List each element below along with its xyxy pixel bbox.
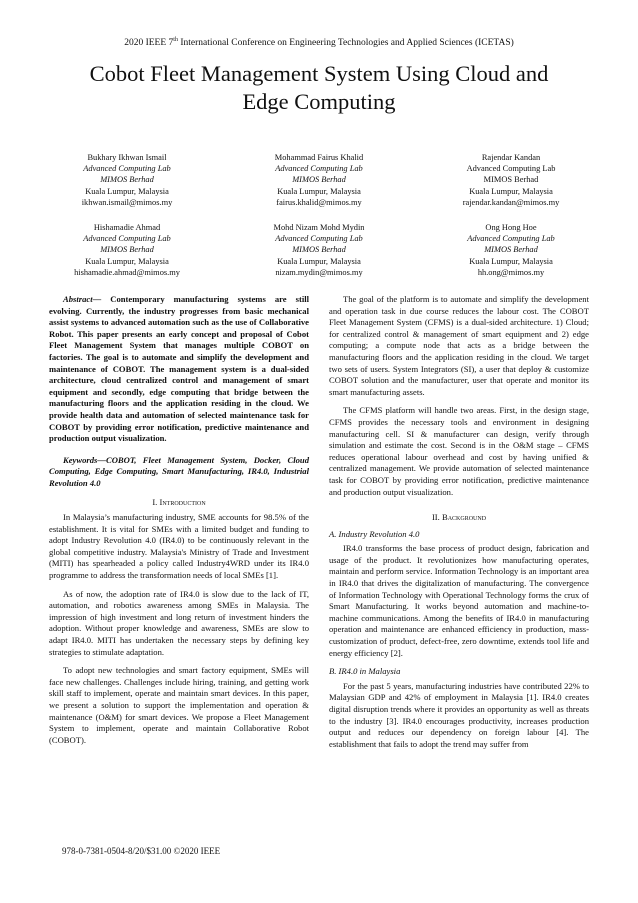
author-email: fairus.khalid@mimos.my — [276, 197, 362, 207]
subsection-heading: B. IR4.0 in Malaysia — [329, 666, 401, 677]
author-location: Kuala Lumpur, Malaysia — [469, 256, 553, 266]
conference-ordinal: th — [173, 37, 178, 43]
author-org: MIMOS Berhad — [292, 245, 346, 255]
author-org: MIMOS Berhad — [100, 175, 154, 185]
paragraph: As of now, the adoption rate of IR4.0 is slow due to the lack of IT, automation, and robotics awareness among SMEs in Malaysia. The impression of high investment and long return of investment hinders the adoption. Without proper knowledge and awareness, SMEs are slow to adapt IR4.0. MITI has undertaken the necessary steps by defining key strategies to stimulate adaptation. — [49, 588, 309, 657]
section-number: II. — [431, 512, 440, 523]
left-column — [49, 294, 309, 753]
author-location: Kuala Lumpur, Malaysia — [277, 186, 361, 196]
author-dept: Advanced Computing Lab — [275, 234, 363, 244]
author-email: ikhwan.ismail@mimos.my — [81, 197, 173, 207]
author-name: Ong Hong Hoe — [485, 223, 537, 232]
author-name: Mohd Nizam Mohd Mydin — [273, 223, 365, 232]
conference-name-rest: International Conference on Engineering Technologies and Applied Sciences (ICETAS) — [177, 38, 514, 49]
author-email: nizam.mydin@mimos.my — [275, 267, 363, 277]
paper-title — [30, 60, 608, 116]
abstract-label: Abstract— — [63, 294, 102, 304]
author-email: hh.ong@mimos.my — [477, 267, 545, 277]
author-name: Rajendar Kandan — [481, 153, 541, 162]
author-dept: Advanced Computing Lab — [275, 164, 363, 174]
paragraph: IR4.0 transforms the base process of product design, fabrication and usage of the product. It revolutionizes how manufacturing operates, maintain and perform service. Information Technology is an important area in IR4.0 that drives the digitalization of manufacturing. The convergence of Information Technology with Operational Technology forms the crux of Smart Manufacturing. It works beyond automation and machine-to-machine communications. Among the benefits of IR4.0 in manufacturing operation and maintenance are enhanced efficiency in production, mass-customization of product, defect-free, zero downtime, extends tool life and energy efficiency [2]. — [329, 543, 589, 658]
subsection-heading: A. Industry Revolution 4.0 — [329, 528, 420, 539]
conference-header — [0, 37, 638, 48]
title-line-1: Cobot Fleet Management System Using Cloud and — [89, 61, 549, 86]
keywords-text: COBOT, Fleet Management System, Docker, Cloud Computing, Edge Computing, Smart Manufacturing, IR4.0, Industrial Revolution 4.0 — [49, 454, 309, 488]
copyright-footer: 978-0-7381-0504-8/20/$31.00 ©2020 IEEE — [62, 846, 221, 856]
abstract — [49, 294, 309, 445]
keywords — [49, 455, 309, 490]
keywords-label: Keywords— — [63, 454, 106, 465]
author-org: MIMOS Berhad — [100, 245, 154, 255]
author-dept: Advanced Computing Lab — [83, 164, 171, 174]
paragraph: To adopt new technologies and smart factory equipment, SMEs will face new challenges. Challenges include hiring, training, and getting work skill staff to implement, operate and maintain smart devices. In this paper, we present a solution to support the implementation and operation & maintenance (O&M) for smart devices. We propose a Fleet Management System to implement, operate and maintain Collaborative Robot (COBOT). — [49, 665, 309, 745]
author-block — [224, 152, 414, 208]
author-location: Kuala Lumpur, Malaysia — [85, 256, 169, 266]
author-block — [416, 222, 606, 278]
author-name: Bukhary Ikhwan Ismail — [87, 153, 167, 162]
author-block — [224, 222, 414, 278]
section-number: I. — [152, 496, 158, 507]
section-heading — [329, 512, 589, 524]
author-email: rajendar.kandan@mimos.my — [462, 197, 560, 207]
author-dept: Advanced Computing Lab — [467, 234, 555, 244]
author-name: Hishamadie Ahmad — [93, 223, 161, 232]
paragraph: The goal of the platform is to automate and simplify the development and operation task in due course reduces the labour cost. The COBOT Fleet Management System (CFMS) is a dual-sided architecture. 1) Cloud; for centralized control & management of smart equipment and 2) edge computing; a compute node that acts as a bridge between the manufacturing floors and the application residing in the cloud. We target two sets of users. System Integrators (SI), a user that deploy & customize COBOT solution and the manufacturer, user that operate and monitor its smart manufacturing assets. — [329, 294, 589, 397]
author-block — [32, 152, 222, 208]
right-column — [329, 294, 589, 757]
author-location: Kuala Lumpur, Malaysia — [469, 186, 553, 196]
author-dept: Advanced Computing Lab — [466, 164, 556, 174]
author-name: Mohammad Fairus Khalid — [274, 153, 364, 162]
author-org: MIMOS Berhad — [292, 175, 346, 185]
abstract-text: Contemporary manufacturing systems are still evolving. Currently, the industry progresses from basic mechanical assist systems to advanced automation such as the use of Collaborative Robot. This paper presents an early concept and proposal of Cobot Fleet Management System that manages multiple COBOT on factories. The goal is to automate and simplify the development and maintenance of COBOT. The management system is a dual-sided architecture, cloud centralized control and management of smart equipment and secondly, edge computing that bridge between the manufacturing floors and the application residing in the cloud. We provide health data and automation of selected maintenance task for COBOT by providing error notification, predictive maintenance and production output visualization. — [49, 294, 309, 444]
author-email: hishamadie.ahmad@mimos.my — [74, 267, 180, 277]
author-block — [32, 222, 222, 278]
paragraph: In Malaysia’s manufacturing industry, SME accounts for 98.5% of the establishment. It is vital for SMEs with a limited budget and funding to adopt Industry Revolution 4.0 (IR4.0) to be continuously relevant in the global competitive industry. Malaysia's Ministry of Trade and Investment (MITI) has spearheaded a policy called Industry4WRD under its IR4.0 programme to address the transformation needs of local SMEs [1]. — [49, 512, 309, 581]
section-title: Introduction — [159, 496, 206, 507]
author-location: Kuala Lumpur, Malaysia — [277, 256, 361, 266]
author-location: Kuala Lumpur, Malaysia — [85, 186, 169, 196]
section-title: Background — [441, 512, 487, 523]
author-org: MIMOS Berhad — [483, 175, 539, 185]
paragraph: For the past 5 years, manufacturing industries have contributed 22% to Malaysian GDP and 42% of employment in Malaysia [1]. IR4.0 creates digital disruption trends where it provides an opportunity as well as threats to the industry [3]. IR4.0 encourages productivity, increases production output and reduces our dependency on foreign labour [4]. The establishment that fails to adopt the trend may suffer from — [329, 680, 589, 749]
paragraph: The CFMS platform will handle two areas. First, in the design stage, CFMS provides the necessary tools and environment in designing manufacturing cell. SI & manufacturer can design, verify through simulation and estimate the cost. Second is in the O&M stage – CFMS reduces operational labour overhead and cost by having unified & centralized management. We provide automation of selected maintenance task for COBOT by providing error notification, predictive maintenance and production output visualization. — [329, 405, 589, 497]
author-block — [416, 152, 606, 208]
title-line-2: Edge Computing — [242, 89, 396, 114]
section-heading — [49, 497, 309, 509]
author-org: MIMOS Berhad — [484, 245, 538, 255]
conference-name: 2020 IEEE 7 — [124, 38, 174, 49]
author-dept: Advanced Computing Lab — [83, 234, 171, 244]
